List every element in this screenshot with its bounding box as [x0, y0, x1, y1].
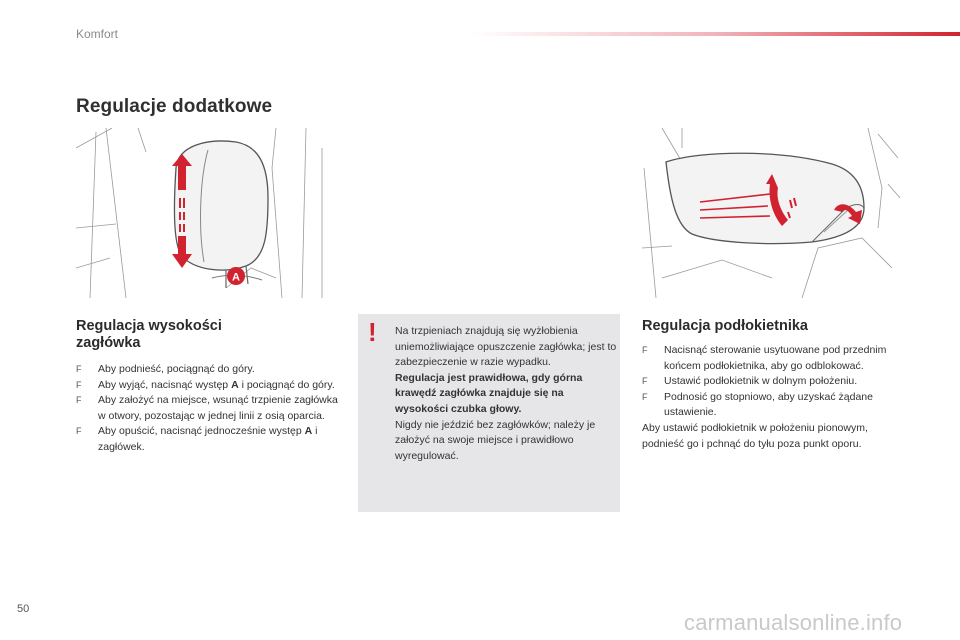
step-text: Ustawić podłokietnik w dolnym położeniu.: [664, 375, 858, 388]
list-item: [76, 393, 338, 424]
step-text: Nacisnąć sterowanie usytuowane pod przednim końcem podłokietnika, aby go odblokować.: [664, 344, 887, 372]
warning-icon: !: [368, 317, 377, 347]
page-title: Regulacje dodatkowe: [76, 96, 273, 117]
list-item: [76, 378, 338, 394]
bullet-icon: F: [76, 395, 82, 406]
bullet-icon: F: [642, 391, 648, 402]
headrest-illustration: [76, 128, 328, 298]
header-rule: [470, 32, 960, 36]
headrest-heading-line1: Regulacja wysokości: [76, 318, 222, 334]
step-text: Aby założyć na miejsce, wsunąć trzpienie zagłówka w otwory, pozostając w jednej linii z osią oparcia.: [98, 394, 338, 422]
headrest-heading-line2: zagłówka: [76, 335, 141, 351]
watermark: carmanualsonline.info: [684, 610, 903, 635]
headrest-steps: [76, 362, 338, 456]
headrest-icon: [76, 128, 328, 298]
marker-ref: A: [231, 378, 239, 391]
step-text: Aby wyjąć, nacisnąć występ: [98, 378, 232, 391]
list-item: [642, 343, 904, 374]
armrest-section: [642, 318, 904, 452]
marker-ref: A: [304, 425, 313, 438]
marker-a-label: A: [232, 271, 240, 284]
warning-emphasis: Regulacja jest prawidłowa, gdy górna krawędź zagłówka znajduje się na wysokości czubka głowy.: [395, 371, 583, 415]
list-item: [642, 390, 904, 421]
step-text: i zagłówek.: [98, 425, 318, 453]
section-label: Komfort: [76, 27, 119, 41]
armrest-note: Aby ustawić podłokietnik w położeniu pionowym, podnieść go i pchnąć do tyłu poza punkt oporu.: [642, 421, 868, 450]
list-item: [76, 424, 338, 455]
warning-outro: Nigdy nie jeździć bez zagłówków; należy je założyć na swoje miejsce i prawidłowo wyregulować.: [395, 418, 596, 462]
bullet-icon: F: [642, 376, 648, 387]
step-text: Podnosić go stopniowo, aby uzyskać żądane ustawienie.: [664, 390, 873, 419]
bullet-icon: F: [76, 426, 82, 437]
warning-intro: Na trzpieniach znajdują się wyżłobienia uniemożliwiające opuszczenie zagłówka; jest to zabezpieczenie w razie wypadku.: [395, 325, 617, 369]
bullet-icon: F: [642, 345, 648, 355]
headrest-heading: [76, 318, 338, 352]
list-item: [76, 362, 338, 378]
step-text: Aby podnieść, pociągnąć do góry.: [98, 363, 255, 375]
bullet-icon: F: [76, 364, 82, 374]
bullet-icon: F: [76, 379, 82, 390]
warning-text: [395, 324, 617, 464]
headrest-section: [76, 318, 338, 456]
list-item: [642, 374, 904, 390]
armrest-steps: [642, 343, 904, 421]
step-text: i pociągnąć do góry.: [238, 378, 335, 391]
page-number: 50: [17, 603, 30, 615]
armrest-icon: [642, 128, 902, 298]
armrest-heading: Regulacja podłokietnika: [642, 318, 808, 334]
step-text: Aby opuścić, nacisnąć jednocześnie występ: [98, 425, 305, 438]
armrest-illustration: [642, 128, 902, 298]
